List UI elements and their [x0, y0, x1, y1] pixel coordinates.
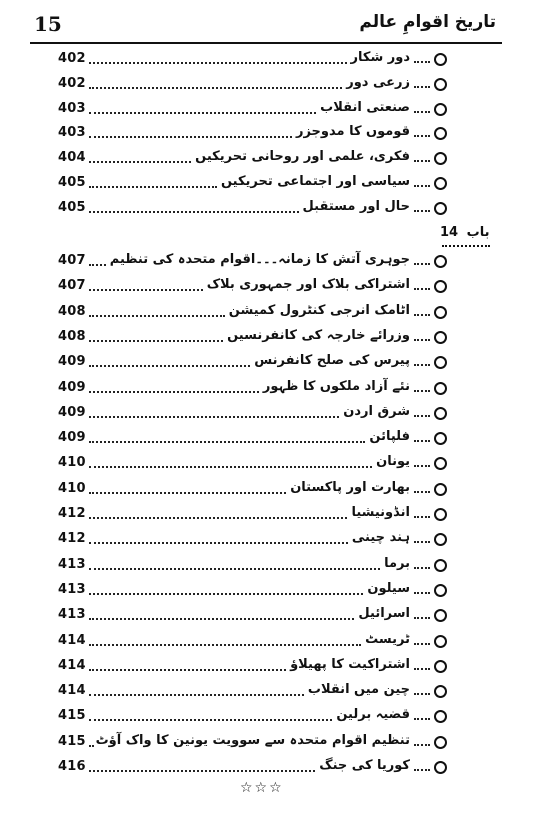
dotted-leader: [89, 340, 223, 342]
dotted-leader-short: [414, 185, 430, 187]
toc-page-number: 408: [58, 328, 86, 344]
dotted-leader-short: [414, 160, 430, 162]
book-title: تاریخ اقوامِ عالم: [359, 12, 496, 32]
toc-entry-title: یونان: [376, 454, 410, 470]
toc-entry-title: کوریا کی جنگ: [319, 758, 410, 773]
dotted-leader: [89, 186, 217, 188]
circle-bullet-icon: [434, 331, 447, 344]
dotted-leader: [89, 669, 286, 671]
dotted-leader-short: [414, 440, 430, 442]
toc-entry-title: بھارت اور پاکستان: [290, 479, 410, 495]
dotted-leader: [89, 264, 106, 266]
toc-entry: [58, 503, 454, 527]
dotted-leader: [89, 618, 355, 620]
dotted-leader-short: [414, 643, 430, 645]
dotted-leader: [89, 466, 372, 468]
dotted-leader-short: [414, 592, 430, 594]
toc-entry-title: سیلون: [367, 580, 410, 596]
circle-bullet-icon: [434, 306, 447, 319]
dotted-leader-short: [414, 567, 430, 569]
toc-page-number: 415: [58, 733, 86, 749]
dotted-leader: [89, 644, 361, 646]
toc-entry: [58, 351, 454, 375]
dotted-leader: [89, 492, 286, 494]
dotted-leader-short: [414, 465, 430, 467]
dotted-leader: [89, 593, 364, 595]
toc-entry: [58, 478, 454, 502]
circle-bullet-icon: [434, 508, 447, 521]
toc-entry-title: شرق اردن: [343, 403, 410, 419]
toc-entry: [58, 402, 454, 426]
circle-bullet-icon: [434, 710, 447, 723]
toc-entry: [58, 579, 454, 603]
circle-bullet-icon: [434, 761, 447, 774]
toc-entry-title: ہند چینی: [351, 530, 410, 546]
toc-entry: [58, 630, 454, 654]
dotted-leader: [89, 289, 203, 291]
toc-page-number: 410: [58, 480, 86, 496]
toc-page-number: 416: [58, 759, 86, 774]
toc-entry: [58, 326, 454, 350]
dotted-leader-short: [414, 288, 430, 290]
dotted-leader: [89, 112, 316, 114]
dotted-leader: [89, 770, 316, 772]
toc-page-number: 414: [58, 632, 86, 648]
toc-page-number: 409: [58, 430, 86, 446]
dotted-leader: [89, 517, 348, 519]
dotted-leader: [89, 719, 333, 721]
toc-page-number: 405: [58, 199, 86, 215]
toc-page-number: 407: [58, 278, 86, 294]
toc-entry-title: تنظیم اقوام متحدہ سے سوویت یونین کا واک آؤٹ: [95, 732, 410, 748]
dotted-leader: [89, 315, 225, 317]
toc-page-number: 413: [58, 556, 86, 572]
dotted-leader: [89, 87, 342, 89]
toc-entry-title: اشتراکی بلاک اور جمہوری بلاک: [206, 277, 410, 293]
toc-entry-title: زرعی دور: [346, 74, 410, 90]
dotted-leader: [89, 745, 92, 747]
circle-bullet-icon: [434, 103, 447, 116]
toc-entry-title: دور شکار: [350, 50, 410, 65]
toc-page-number: 414: [58, 657, 86, 673]
circle-bullet-icon: [434, 457, 447, 470]
dotted-leader-short: [414, 364, 430, 366]
toc-page-number: 412: [58, 531, 86, 547]
toc-entry-title: نئے آزاد ملکوں کا ظہور: [262, 378, 410, 394]
toc-entry-title: فلپائن: [369, 429, 410, 445]
dotted-leader-short: [414, 86, 430, 88]
toc-entry-title: ٹریسٹ: [365, 631, 410, 647]
dotted-leader-short: [414, 314, 430, 316]
dotted-leader-short: [414, 61, 430, 63]
toc-entry-title: اشتراکیت کا پھیلاؤ: [290, 656, 410, 672]
dotted-leader-short: [414, 210, 430, 212]
toc-entry: [58, 731, 454, 755]
end-stars: ☆☆☆: [240, 780, 284, 796]
toc-entry: [58, 301, 454, 325]
toc-page-number: 413: [58, 607, 86, 623]
circle-bullet-icon: [434, 177, 447, 190]
toc-entry-title: قوموں کا مدوجزر: [295, 124, 410, 140]
dotted-leader: [89, 694, 304, 696]
dotted-leader-short: [414, 718, 430, 720]
page-header: [34, 8, 496, 42]
toc-entry: [58, 427, 454, 451]
toc-page-number: 405: [58, 175, 86, 190]
circle-bullet-icon: [434, 78, 447, 91]
dotted-leader-short: [414, 744, 430, 746]
toc-entry: [58, 680, 454, 704]
toc-entry: [58, 452, 454, 476]
chapter-underline: [442, 245, 490, 247]
toc-entry-title: حال اور مستقبل: [302, 198, 410, 214]
toc-entry: [58, 48, 454, 72]
toc-entry: [58, 73, 454, 97]
toc-page-number: 403: [58, 125, 86, 141]
toc-entry: [58, 250, 454, 274]
toc-entry: [58, 705, 454, 729]
toc-page-number: 409: [58, 379, 86, 395]
toc-entry: [58, 147, 454, 171]
dotted-leader-short: [414, 339, 430, 341]
dotted-leader: [89, 365, 250, 367]
circle-bullet-icon: [434, 483, 447, 496]
toc-entry: [58, 756, 454, 780]
chapter-number: 14: [440, 225, 459, 240]
toc-page-number: 402: [58, 51, 86, 66]
toc-page-number: 415: [58, 708, 86, 724]
toc-page-number: 412: [58, 506, 86, 521]
toc-entry: [58, 122, 454, 146]
circle-bullet-icon: [434, 255, 447, 268]
circle-bullet-icon: [434, 609, 447, 622]
dotted-leader: [89, 416, 340, 418]
toc-entry: [58, 172, 454, 196]
circle-bullet-icon: [434, 202, 447, 215]
dotted-leader-short: [414, 415, 430, 417]
dotted-leader-short: [414, 693, 430, 695]
circle-bullet-icon: [434, 736, 447, 749]
circle-bullet-icon: [434, 356, 447, 369]
toc-entry: [58, 655, 454, 679]
dotted-leader-short: [414, 617, 430, 619]
toc-entry-title: جوہری آتش کا زمانہ۔۔۔اقوام متحدہ کی تنظیم: [109, 252, 410, 267]
circle-bullet-icon: [434, 432, 447, 445]
toc-entry-title: چین میں انقلاب: [307, 682, 410, 698]
toc-entry-title: صنعتی انقلاب: [320, 99, 410, 115]
toc-entry-title: وزرائے خارجہ کی کانفرنسیں: [227, 327, 410, 343]
chapter-heading: [440, 225, 489, 240]
dotted-leader-short: [414, 769, 430, 771]
dotted-leader-short: [414, 541, 430, 543]
circle-bullet-icon: [434, 660, 447, 673]
toc-page-number: 413: [58, 581, 86, 597]
toc-entry: [58, 377, 454, 401]
dotted-leader: [89, 542, 348, 544]
dotted-leader-short: [414, 516, 430, 518]
toc-entry: [58, 275, 454, 299]
dotted-leader: [89, 211, 299, 213]
dotted-leader: [89, 62, 347, 64]
dotted-leader: [89, 161, 191, 163]
circle-bullet-icon: [434, 152, 447, 165]
toc-page-number: 409: [58, 404, 86, 420]
toc-page-number: 407: [58, 253, 86, 268]
circle-bullet-icon: [434, 685, 447, 698]
circle-bullet-icon: [434, 382, 447, 395]
toc-entry-title: اسرائیل: [358, 606, 410, 622]
toc-page-number: 409: [58, 354, 86, 370]
dotted-leader: [89, 441, 366, 443]
toc-entry-title: فکری، علمی اور روحانی تحریکیں: [195, 149, 410, 165]
circle-bullet-icon: [434, 533, 447, 546]
toc-page-number: 414: [58, 683, 86, 699]
circle-bullet-icon: [434, 407, 447, 420]
toc-entry: [58, 528, 454, 552]
toc-page-number: 410: [58, 455, 86, 471]
toc-page-number: 403: [58, 100, 86, 116]
dotted-leader-short: [414, 135, 430, 137]
circle-bullet-icon: [434, 127, 447, 140]
dotted-leader: [89, 391, 259, 393]
toc-entry: [58, 554, 454, 578]
header-rule: [30, 42, 502, 44]
dotted-leader: [89, 568, 380, 570]
circle-bullet-icon: [434, 584, 447, 597]
toc-entry-title: انڈونیشیا: [351, 505, 410, 520]
toc-entry-title: سیاسی اور اجتماعی تحریکیں: [220, 174, 410, 189]
dotted-leader-short: [414, 263, 430, 265]
toc-page-number: 402: [58, 75, 86, 91]
toc-entry: [58, 98, 454, 122]
chapter-label: باب: [466, 225, 490, 240]
toc-entry: [58, 604, 454, 628]
toc-entry-title: برما: [384, 555, 410, 571]
toc-page-number: 408: [58, 303, 86, 319]
circle-bullet-icon: [434, 53, 447, 66]
toc-entry: [58, 197, 454, 221]
dotted-leader-short: [414, 390, 430, 392]
toc-page-number: 404: [58, 150, 86, 166]
circle-bullet-icon: [434, 635, 447, 648]
circle-bullet-icon: [434, 280, 447, 293]
dotted-leader-short: [414, 668, 430, 670]
toc-entry-title: پیرس کی صلح کانفرنس: [254, 353, 410, 369]
dotted-leader-short: [414, 111, 430, 113]
circle-bullet-icon: [434, 559, 447, 572]
toc-entry-title: اٹامک انرجی کنٹرول کمیشن: [228, 302, 410, 318]
dotted-leader-short: [414, 491, 430, 493]
dotted-leader: [89, 136, 292, 138]
page-number: 15: [34, 12, 62, 36]
toc-entry-title: قضیہ برلین: [336, 707, 410, 723]
